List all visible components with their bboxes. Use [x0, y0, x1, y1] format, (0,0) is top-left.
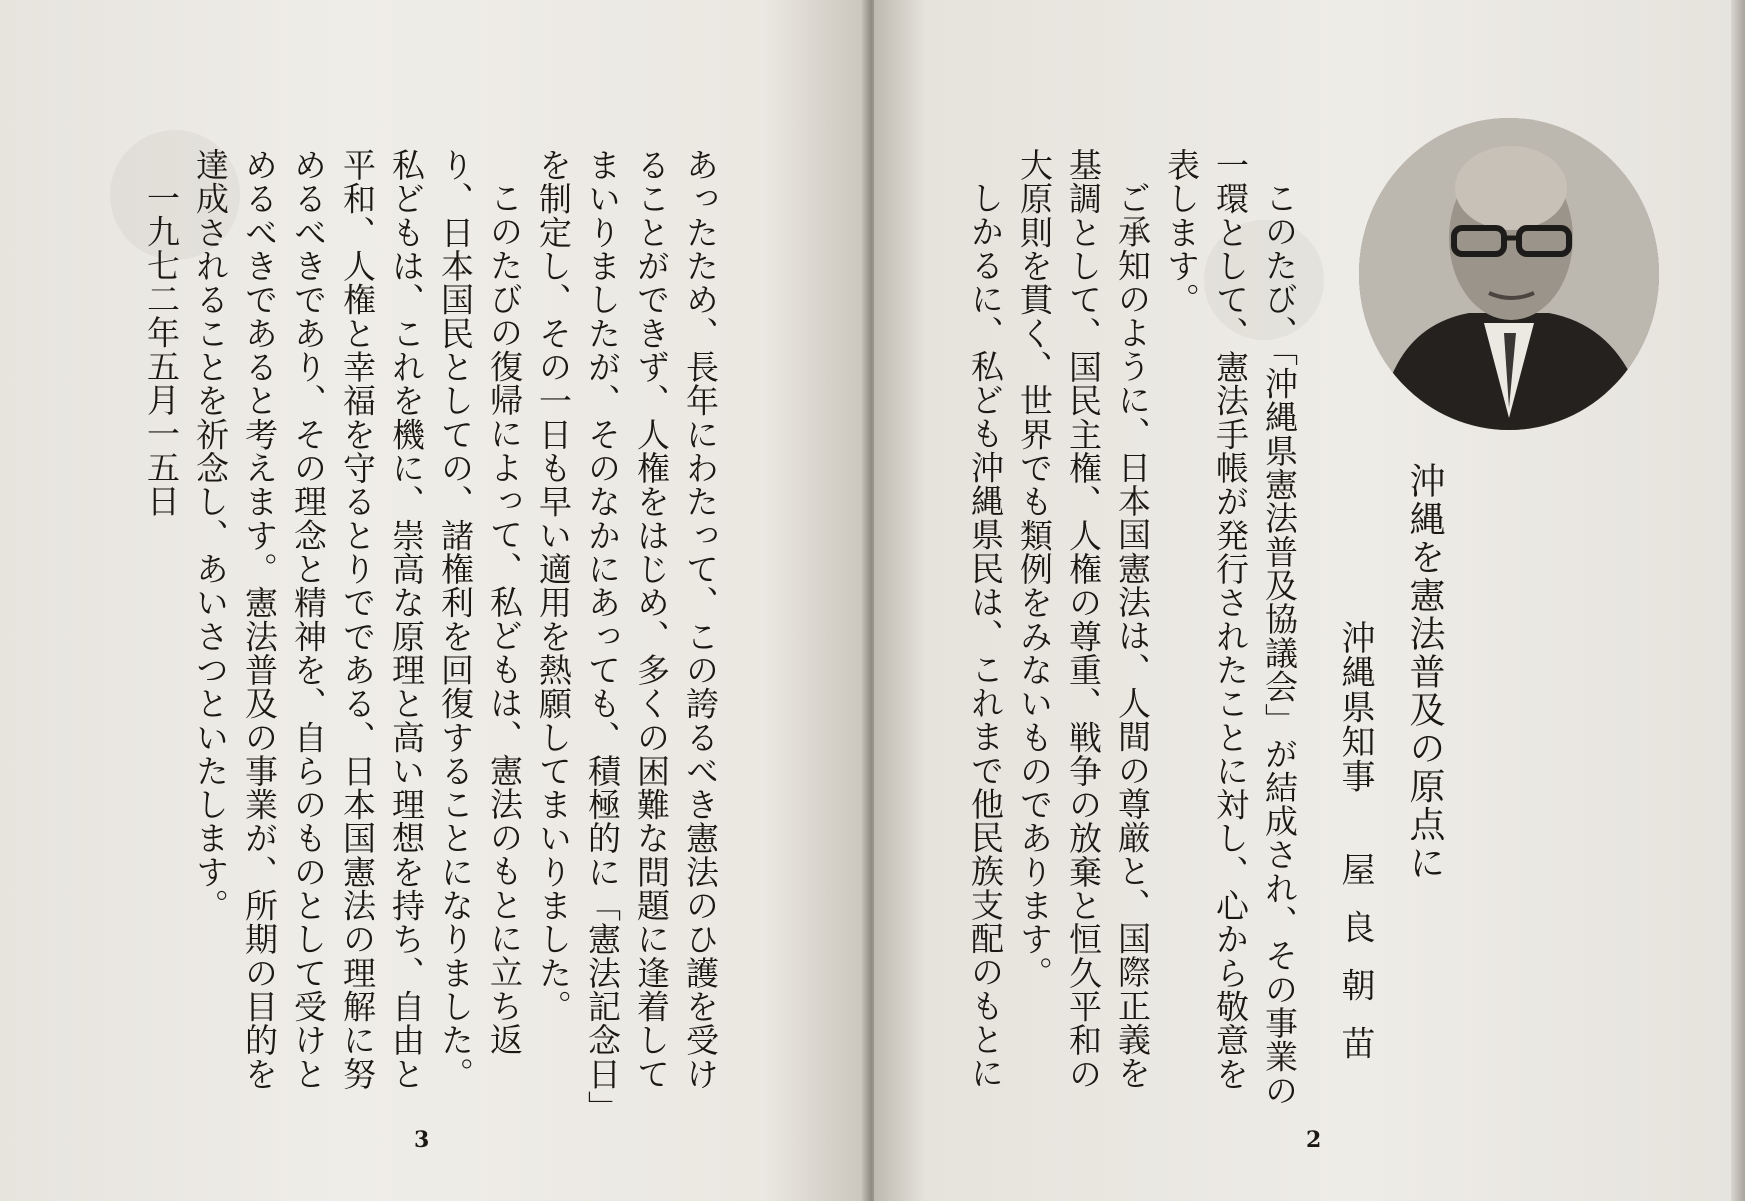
left-page-body	[137, 148, 725, 1108]
date: 一九七二年五月一五日	[142, 181, 181, 518]
paragraph: あったため、長年にわたって、この誇るべき憲法のひ護を受けることができず、人権をはじめ、多くの困難な問題に逢着してまいりましたが、そのなかにあっても、積極的に「憲法記念日」を制定し、その一日も早い適用を熱願してまいりました。	[534, 148, 720, 1108]
portrait-photo-icon	[1359, 118, 1659, 430]
left-page	[0, 0, 868, 1201]
right-page-body	[961, 148, 1304, 1108]
article-title: 沖縄を憲法普及の原点に	[1404, 462, 1445, 882]
paragraph: このたび、「沖縄県憲法普及協議会」が結成され、その事業の一環として、憲法手帳が発行されたことに対し、心から敬意を表します。	[1162, 148, 1299, 1107]
page-number: 3	[414, 1127, 430, 1153]
page-edge	[1731, 0, 1745, 1201]
author-role: 沖縄県知事	[1335, 620, 1375, 794]
paragraph: しかるに、私ども沖縄県民は、これまで他民族支配のもとに	[966, 181, 1005, 1090]
author-name: 屋良朝苗	[1335, 852, 1375, 1084]
paragraph: ご承知のように、日本国憲法は、人間の尊厳と、国際正義を基調として、国民主権、人権の尊重、戦争の放棄と恒久平和の大原則を貫く、世界でも類例をみないものであります。	[1015, 148, 1152, 1091]
page-number: 2	[1306, 1127, 1322, 1153]
paragraph: このたびの復帰によって、私どもは、憲法のもとに立ち返り、日本国民としての、諸権利を回復することになりました。私どもは、これを機に、崇高な原理と高い理想を持ち、自由と平和、人権と幸福を守るとりでである、日本国憲法の理解に努めるべきであり、その理念と精神を、自らのものとして受けとめるべきであると考えます。憲法普及の事業が、所期の目的を達成されることを祈念し、あいさつといたします。	[191, 148, 524, 1091]
